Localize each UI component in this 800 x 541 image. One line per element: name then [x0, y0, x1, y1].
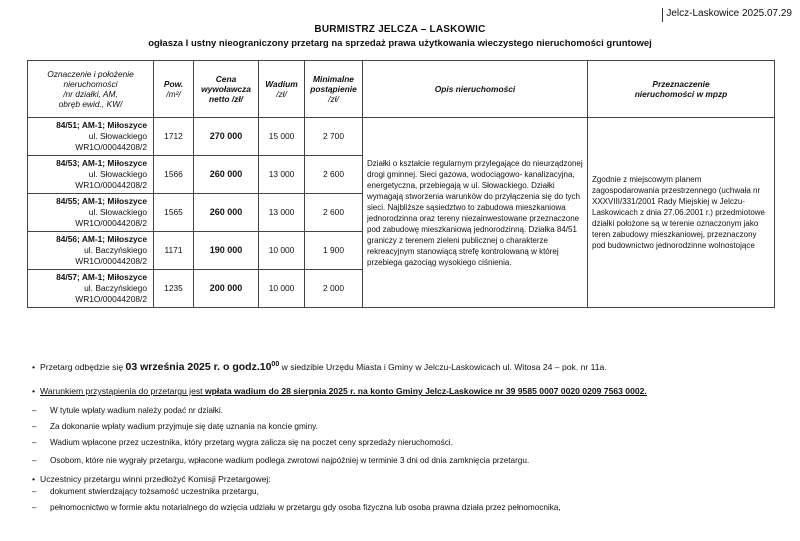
price-cell: 270 000	[194, 118, 259, 156]
header-step: Minimalne postąpienie /zł/	[305, 61, 363, 118]
list-item: – dokument stwierdzający tożsamość uczestnika przetargu,	[32, 487, 259, 496]
zoning-cell: Zgodnie z miejscowym planem zagospodarowania przestrzennego (uchwała nr XXXVIII/331/2001 Rady Miejskiej w Jelczu-Laskowicach z dnia 27.06.2001 r.) przedmiotowe działki położone są w terenie oznaczonym jako teren zabudowy mieszkaniowej, przeznaczony pod budownictwo jednorodzinne wolnostojące	[588, 118, 775, 308]
plot-cell: 84/53; AM-1; Miłoszyce ul. Słowackiego WR1O/00044208/2	[28, 156, 154, 194]
step-cell: 1 900	[305, 232, 363, 270]
table-row	[28, 118, 775, 156]
wadium-cell: 10 000	[259, 270, 305, 308]
step-cell: 2 600	[305, 194, 363, 232]
area-cell: 1565	[154, 194, 194, 232]
auction-table	[27, 60, 775, 308]
document-title: BURMISTRZ JELCZA – LASKOWIC	[314, 24, 486, 35]
list-item: – pełnomocnictwo w formie aktu notarialnego do wzięcia udziału w przetargu gdy osoba fizyczna lub osoba prawna działa przez pełnomocnika,	[32, 503, 561, 512]
area-cell: 1235	[154, 270, 194, 308]
list-item: – Wadium wpłacone przez uczestnika, który przetarg wygra zalicza się na poczet ceny sprzedaży nieruchomości.	[32, 438, 453, 447]
wadium-cell: 13 000	[259, 156, 305, 194]
header-description: Opis nieruchomości	[363, 61, 588, 118]
list-item: – Osobom, które nie wygrały przetargu, wpłacone wadium podlega zwrotowi najpóźniej w terminie 3 dni od dnia zamknięcia przetargu.	[32, 456, 530, 465]
price-cell: 260 000	[194, 156, 259, 194]
step-cell: 2 700	[305, 118, 363, 156]
plot-cell: 84/57; AM-1; Miłoszyce ul. Baczyńskiego WR1O/00044208/2	[28, 270, 154, 308]
note-auction-date: • Przetarg odbędzie się 03 września 2025 r. o $godz.10^{00}$ w siedzibie Urzędu Miasta i Gminy w Jelczu-Laskowicach ul. Witosa 24 – pok. nr 11a.	[32, 361, 607, 373]
note-wadium-condition: • Warunkiem przystąpienia do przetargu jest wpłata wadium do 28 sierpnia 2025 r. na konto Gminy Jelcz-Laskowice nr 39 9585 0007 0020 0209 7563 0002.	[32, 386, 647, 396]
area-cell: 1171	[154, 232, 194, 270]
header-wadium: Wadium /zł/	[259, 61, 305, 118]
note-participants: • Uczestnicy przetargu winni przedłożyć Komisji Przetargowej:	[32, 474, 271, 484]
document-date: Jelcz-Laskowice 2025.07.29	[666, 8, 792, 19]
bullet-icon: •	[32, 474, 36, 484]
wadium-cell: 15 000	[259, 118, 305, 156]
list-item: – W tytule wpłaty wadium należy podać nr działki.	[32, 406, 223, 415]
bullet-icon: •	[32, 362, 36, 372]
plot-cell: 84/51; AM-1; Miłoszyce ul. Słowackiego WR1O/00044208/2	[28, 118, 154, 156]
plot-cell: 84/56; AM-1; Miłoszyce ul. Baczyńskiego WR1O/00044208/2	[28, 232, 154, 270]
header-area: Pow. /m²/	[154, 61, 194, 118]
step-cell: 2 600	[305, 156, 363, 194]
price-cell: 260 000	[194, 194, 259, 232]
header-location: Oznaczenie i położenie nieruchomości /nr działki, AM, obręb ewid., KW/	[28, 61, 154, 118]
wadium-cell: 10 000	[259, 232, 305, 270]
area-cell: 1566	[154, 156, 194, 194]
area-cell: 1712	[154, 118, 194, 156]
list-item: – Za dokonanie wpłaty wadium przyjmuje się datę uznania na koncie gminy.	[32, 422, 318, 431]
document-subtitle: ogłasza I ustny nieograniczony przetarg na sprzedaż prawa użytkowania wieczystego nieruchomości gruntowej	[148, 38, 652, 49]
description-cell: Działki o kształcie regularnym przylegające do nieurządzonej drogi gminnej. Sieci gazowa, wodociągowo- kanalizacyjna, energetyczna, przebiegają w ul. Słowackiego. Działki wymagają stworzenia warunków do przyłączenia się do tych sieci. Najbliższe sąsiedztwo to zabudowa mieszkaniowa jednorodzinna oraz tereny niezainwestowane przeznaczone pod zabudowę mieszkaniową jednorodzinną. Działka 84/51 graniczy z terenem zieleni publicznej o charakterze rekreacyjnym stanowiącą strefę kontrolowaną w której przebiega gazociąg wysokiego ciśnienia.	[363, 118, 588, 308]
price-cell: 190 000	[194, 232, 259, 270]
header-zoning: Przeznaczenie nieruchomości w mpzp	[588, 61, 775, 118]
price-cell: 200 000	[194, 270, 259, 308]
wadium-cell: 13 000	[259, 194, 305, 232]
bullet-icon: •	[32, 386, 36, 396]
header-price: Cena wywoławcza netto /zł/	[194, 61, 259, 118]
step-cell: 2 000	[305, 270, 363, 308]
plot-cell: 84/55; AM-1; Miłoszyce ul. Słowackiego WR1O/00044208/2	[28, 194, 154, 232]
table-header-row	[28, 61, 775, 118]
